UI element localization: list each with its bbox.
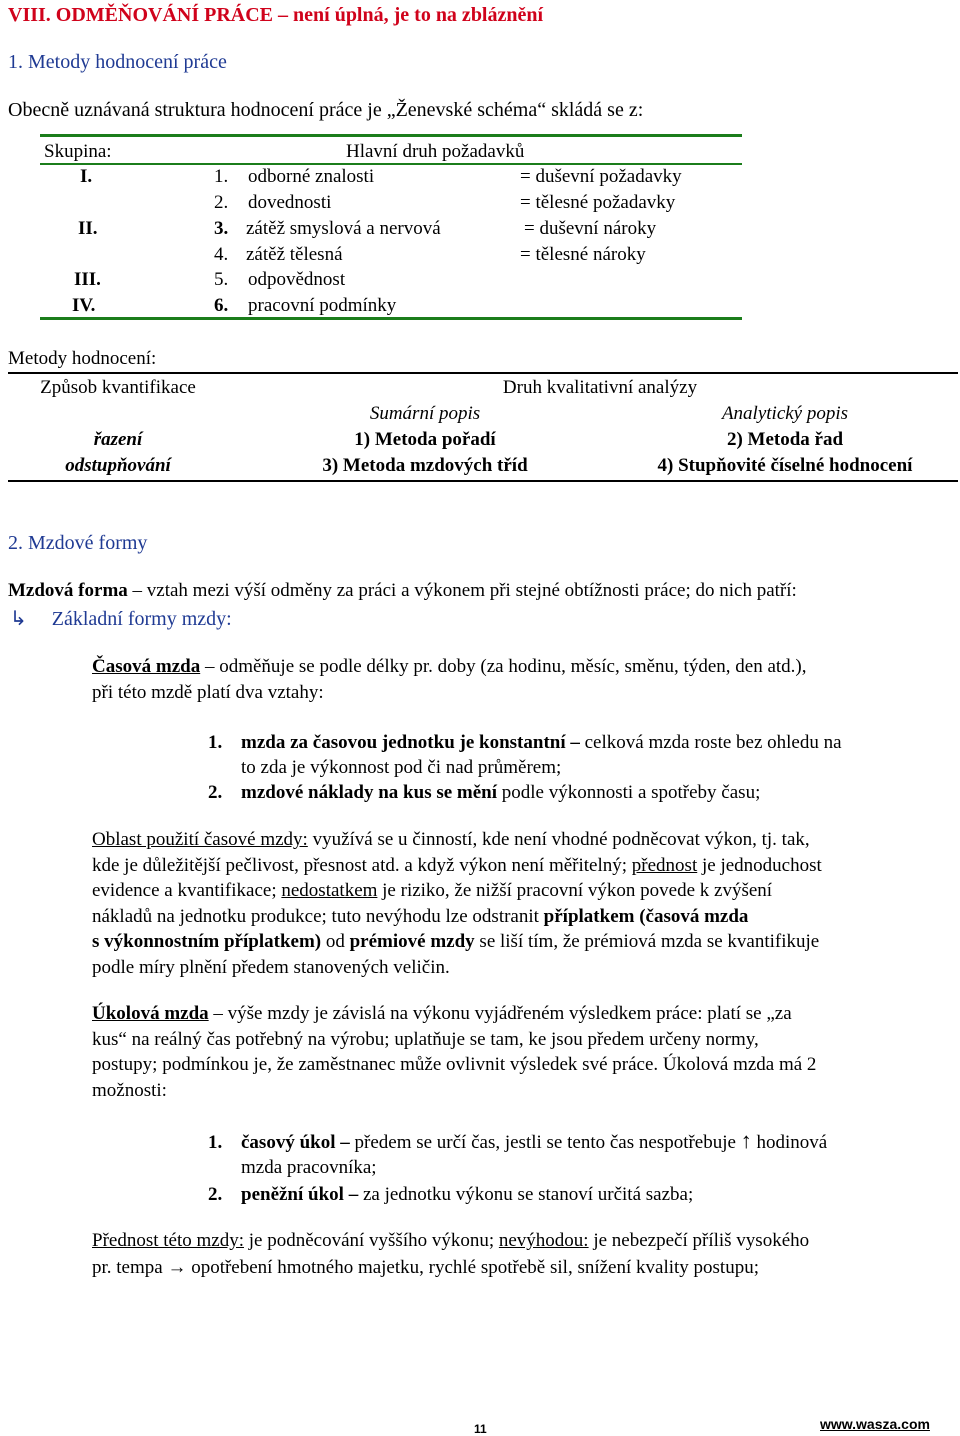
sub-summary-header: Sumární popis	[369, 403, 481, 424]
usage-bold: prémiové mzdy	[349, 931, 475, 953]
wage-form-text: – vztah mezi výší odměny za práci a výkonem při stejné obtížnosti práce; do nich patří:	[127, 580, 797, 601]
table-row-group: IV.	[72, 295, 96, 316]
list-bold: peněžní úkol –	[241, 1184, 359, 1205]
time-wage-line: při této mzdě platí dva vztahy:	[92, 682, 324, 703]
piece-wage-list	[208, 1128, 827, 1207]
table-row-item: pracovní podmínky	[248, 295, 397, 316]
time-wage-usage	[92, 827, 952, 981]
footer-site-link[interactable]: www.wasza.com	[820, 1416, 930, 1432]
piece-wage-line: postupy; podmínkou je, že zaměstnanec může ovlivnit výsledek své práce. Úkolová mzda má 2	[92, 1054, 817, 1076]
basic-forms-label: Základní formy mzdy:	[51, 608, 232, 630]
table-row-item: zátěž smyslová a nervová	[246, 218, 441, 239]
table-row-num: 6.	[214, 295, 229, 316]
col-qual-header: Druh kvalitativní analýzy	[502, 377, 698, 398]
usage-bold: s výkonnostním příplatkem)	[92, 931, 322, 953]
time-wage-term: Časová mzda	[92, 656, 201, 677]
list-num: 2.	[208, 1184, 223, 1205]
time-wage-line: odměňuje se podle délky pr. doby (za hodinu, měsíc, směnu, týden, den atd.),	[219, 656, 807, 677]
list-item	[208, 730, 842, 755]
table-row-num: 5.	[214, 269, 229, 290]
adv-term: Přednost této mzdy:	[92, 1230, 244, 1251]
section-2-title: 2. Mzdové formy	[8, 532, 148, 554]
methods-label: Metody hodnocení:	[8, 348, 157, 369]
section-1-intro: Obecně uznávaná struktura hodnocení práce je „Ženevské schéma“ skládá se z:	[8, 99, 644, 121]
list-cont: mzda pracovníka;	[241, 1157, 377, 1178]
usage-text: se liší tím, že prémiová mzda se kvantifikuje	[474, 931, 820, 953]
usage-text: evidence a kvantifikace;	[92, 880, 282, 902]
list-num: 2.	[208, 782, 223, 803]
table-row-item: zátěž tělesná	[246, 244, 343, 265]
list-item	[208, 1182, 827, 1207]
usage-text: od	[321, 931, 350, 953]
table-bottom-rule	[40, 317, 742, 320]
chapter-heading: VIII. ODMĚŇOVÁNÍ PRÁCE – není úplná, je to na zbláznění	[8, 4, 544, 26]
adv-text: je podněcování vyššího výkonu;	[243, 1230, 499, 1251]
table-row-req: = tělesné požadavky	[520, 192, 676, 213]
col-group-header: Skupina:	[44, 141, 112, 162]
list-num: 1.	[208, 1132, 223, 1153]
usage-text: podle míry plnění předem stanovených veličin.	[92, 956, 450, 978]
adv-term: nevýhodou:	[498, 1230, 589, 1251]
table-row-group: I.	[80, 166, 93, 187]
piece-wage-paragraph	[92, 1001, 952, 1103]
col-requirements-header: Hlavní druh požadavků	[346, 141, 525, 162]
list-item	[208, 780, 842, 805]
method-analytic: 2) Metoda řad	[726, 429, 844, 450]
table-row-num: 1.	[214, 166, 229, 187]
list-text: za jednotku výkonu se stanoví určitá sazba;	[358, 1184, 694, 1205]
basic-forms-heading	[10, 606, 232, 631]
adv-text: opotřebení hmotného majetku, rychlé spotřebě sil, snížení kvality postupu;	[186, 1257, 759, 1278]
table-row-req: = duševní nároky	[524, 218, 657, 239]
methods-top-rule	[8, 372, 958, 374]
usage-term: nedostatkem	[281, 880, 378, 902]
usage-text: je jednoduchost	[697, 854, 822, 876]
table-row-group: III.	[74, 269, 101, 290]
list-text: celková mzda roste bez ohledu na	[579, 732, 842, 753]
method-analytic: 4) Stupňovité číselné hodnocení	[657, 455, 913, 476]
table-row-item: odborné znalosti	[248, 166, 375, 187]
table-row-group: II.	[78, 218, 98, 239]
usage-text: kde je důležitější pečlivost, přesnost atd. a když výkon není měřitelný;	[92, 854, 632, 876]
return-arrow-icon: ↳	[10, 608, 27, 630]
method-way: odstupňování	[65, 455, 171, 476]
usage-term: přednost	[631, 854, 698, 876]
time-wage-list	[208, 730, 842, 805]
usage-term: Oblast použití časové mzdy:	[92, 829, 308, 850]
list-bold: mzdové náklady na kus se mění	[241, 782, 498, 803]
list-item	[208, 1128, 827, 1155]
list-text: podle výkonnosti a spotřeby času;	[497, 782, 761, 803]
piece-wage-line: – výše mzdy je závislá na výkonu vyjádřeném výsledkem práce: platí se „za	[208, 1003, 792, 1024]
list-bold: časový úkol –	[241, 1132, 350, 1153]
list-bold: mzda za časovou jednotku je konstantní –	[241, 732, 580, 753]
list-text: předem se určí čas, jestli se tento čas nespotřebuje	[349, 1132, 741, 1153]
table-row-num: 4.	[214, 244, 229, 265]
list-text: hodinová	[751, 1132, 828, 1153]
methods-bottom-rule	[8, 480, 958, 482]
up-arrow-icon: ↑	[740, 1128, 752, 1153]
dash: –	[200, 656, 220, 677]
piece-wage-advantages	[92, 1227, 952, 1281]
table-row-num: 2.	[214, 192, 229, 213]
adv-text: pr. tempa	[92, 1257, 168, 1278]
table-row-req: = duševní požadavky	[520, 166, 682, 187]
time-wage-paragraph	[92, 654, 952, 706]
piece-wage-term: Úkolová mzda	[92, 1003, 209, 1024]
section-1-title: 1. Metody hodnocení práce	[8, 51, 227, 73]
page-number: 11	[474, 1422, 487, 1436]
list-cont: to zda je výkonnost pod či nad průměrem;	[241, 757, 562, 778]
piece-wage-line: kus“ na reálný čas potřebný na výrobu; uplatňuje se tam, ke jsou předem určeny normy,	[92, 1028, 759, 1050]
piece-wage-line: možnosti:	[92, 1079, 167, 1101]
usage-text: využívá se u činností, kde není vhodné podněcovat výkon, tj. tak,	[307, 829, 810, 850]
table-header-rule	[40, 163, 742, 165]
wage-form-term: Mzdová forma	[8, 580, 128, 601]
usage-text: nákladů na jednotku produkce; tuto nevýhodu lze odstranit	[92, 905, 544, 927]
table-row-num: 3.	[214, 218, 229, 239]
method-summary: 3) Metoda mzdových tříd	[322, 455, 528, 476]
table-top-rule	[40, 134, 742, 137]
usage-text: je riziko, že nižší pracovní výkon povede k zvýšení	[377, 880, 773, 902]
col-quant-header: Způsob kvantifikace	[40, 377, 196, 398]
table-row-req: = tělesné nároky	[520, 244, 646, 265]
table-row-item: dovednosti	[248, 192, 332, 213]
method-summary: 1) Metoda pořadí	[354, 429, 496, 450]
usage-bold: příplatkem (časová mzda	[543, 905, 749, 927]
table-row-item: odpovědnost	[248, 269, 346, 290]
wage-form-definition	[8, 580, 797, 602]
right-arrow-icon: →	[167, 1257, 187, 1278]
method-way: řazení	[93, 429, 143, 450]
adv-text: je nebezpečí příliš vysokého	[588, 1230, 810, 1251]
list-num: 1.	[208, 732, 223, 753]
sub-analytic-header: Analytický popis	[721, 403, 849, 424]
